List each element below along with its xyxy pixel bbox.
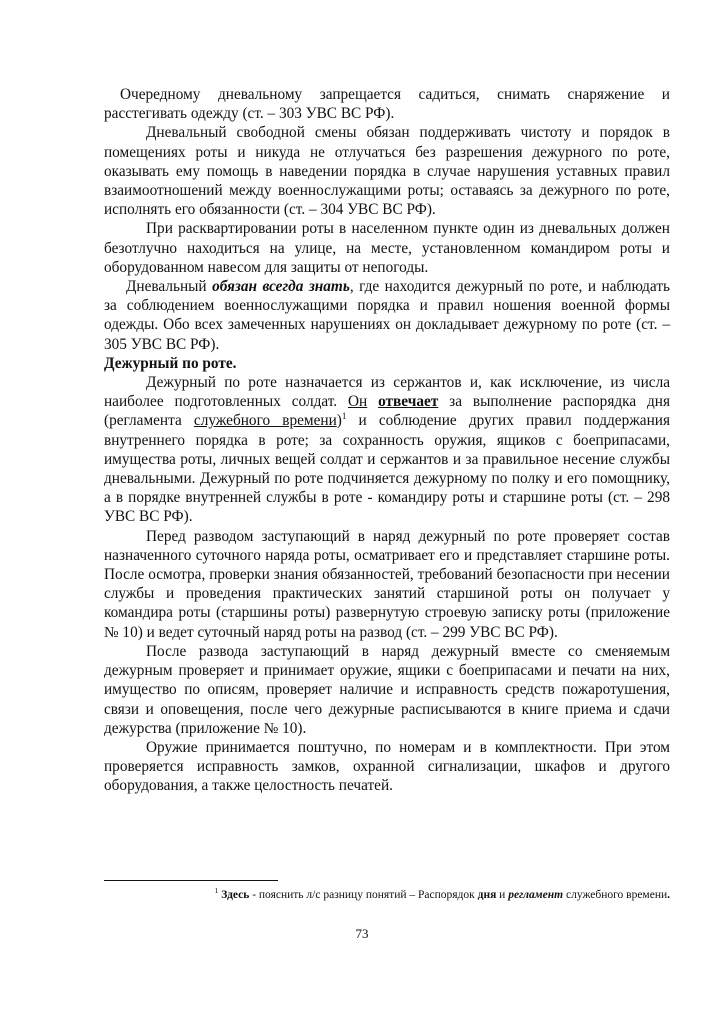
paragraph-3: При расквартировании роты в населенном пункте один из дневальных должен безотлучно находиться на улице, на месте, установленном командиром роты и оборудованном навесом для защиты от непогоды. — [104, 220, 670, 276]
section-heading: Дежурный по роте. — [104, 354, 237, 372]
paragraph-8: Оружие принимается поштучно, по номерам и в комплектности. При этом проверяется исправность замков, охранной сигнализации, шкафов и другого оборудования, а также целостность печатей. — [104, 738, 670, 795]
footnote-divider — [104, 880, 278, 881]
page-number: 73 — [355, 926, 369, 941]
emphasis-responsible: отвечает — [378, 393, 439, 411]
underlined-on: Он — [347, 393, 368, 411]
paragraph-4: Дневальный обязан всегда знать, где находится дежурный по роте, и наблюдать за соблюдением военнослужащими порядка и правил ношения военной формы одежды. Обо всех замеченных нарушениях он докладывает дежурному по роте (ст. – 305 УВС ВС РФ). — [104, 278, 670, 353]
footnote: $^1$ Здесь - пояснить л/с разницу понятий – Распорядок дня и регламент служебного времени. — [214, 886, 670, 901]
body-text — [104, 85, 670, 796]
emphasis-must-know: обязан всегда знать — [212, 278, 350, 296]
paragraph-7: После развода заступающий в наряд дежурный вместе со сменяемым дежурным проверяет и принимает оружие, ящики с боеприпасами и печати на них, имущество по описям, проверяет наличие и исправность средств пожаротушения, связи и оповещения, после чего дежурные расписываются в книге приема и сдачи дежурства (приложение № 10). — [104, 642, 670, 737]
paragraph-2: Дневальный свободной смены обязан поддерживать чистоту и порядок в помещениях роты и никуда не отлучаться без разрешения дежурного по роте, оказывать ему помощь в наведении порядка в случае нарушения уставных правил взаимоотношений между военнослужащими роты; оставаясь за дежурного по роте, исполнять его обязанности (ст. – 304 УВС ВС РФ). — [104, 124, 670, 219]
paragraph-5: Дежурный по роте назначается из сержантов и, как исключение, из числа наиболее подготовленных солдат. Он отвечает за выполнение распорядка дня (регламента служебного времени)$^1$ и соблюдение других правил поддержания внутреннего порядка в роте; за сохранность оружия, ящиков с боеприпасами, имущества роты, личных вещей солдат и сержантов и за правильное несение службы дневальными. Дежурный по роте подчиняется дежурному по полку и его помощнику, а в порядке внутренней службы в роте - командиру роты и старшине роты (ст. – 298 УВС ВС РФ). — [104, 374, 670, 526]
paragraph-1: Очередному дневальному запрещается садиться, снимать снаряжение и расстегивать одежду (ст. – 303 УВС ВС РФ). — [104, 86, 670, 123]
footnote-marker: 1 — [214, 886, 219, 896]
footnote-reference: 1 — [341, 411, 347, 422]
paragraph-6: Перед разводом заступающий в наряд дежурный по роте проверяет состав назначенного суточного наряда роты, осматривает его и представляет старшине роты. После осмотра, проверки знания обязанностей, требований безопасности при несении службы и проведения практических занятий старшиной роты он получает у командира роты (старшины роты) развернутую строевую записку роты (приложение № 10) и ведет суточный наряд роты на развод (ст. – 299 УВС ВС РФ). — [104, 527, 670, 641]
underlined-service-time: служебного времени — [193, 412, 337, 430]
